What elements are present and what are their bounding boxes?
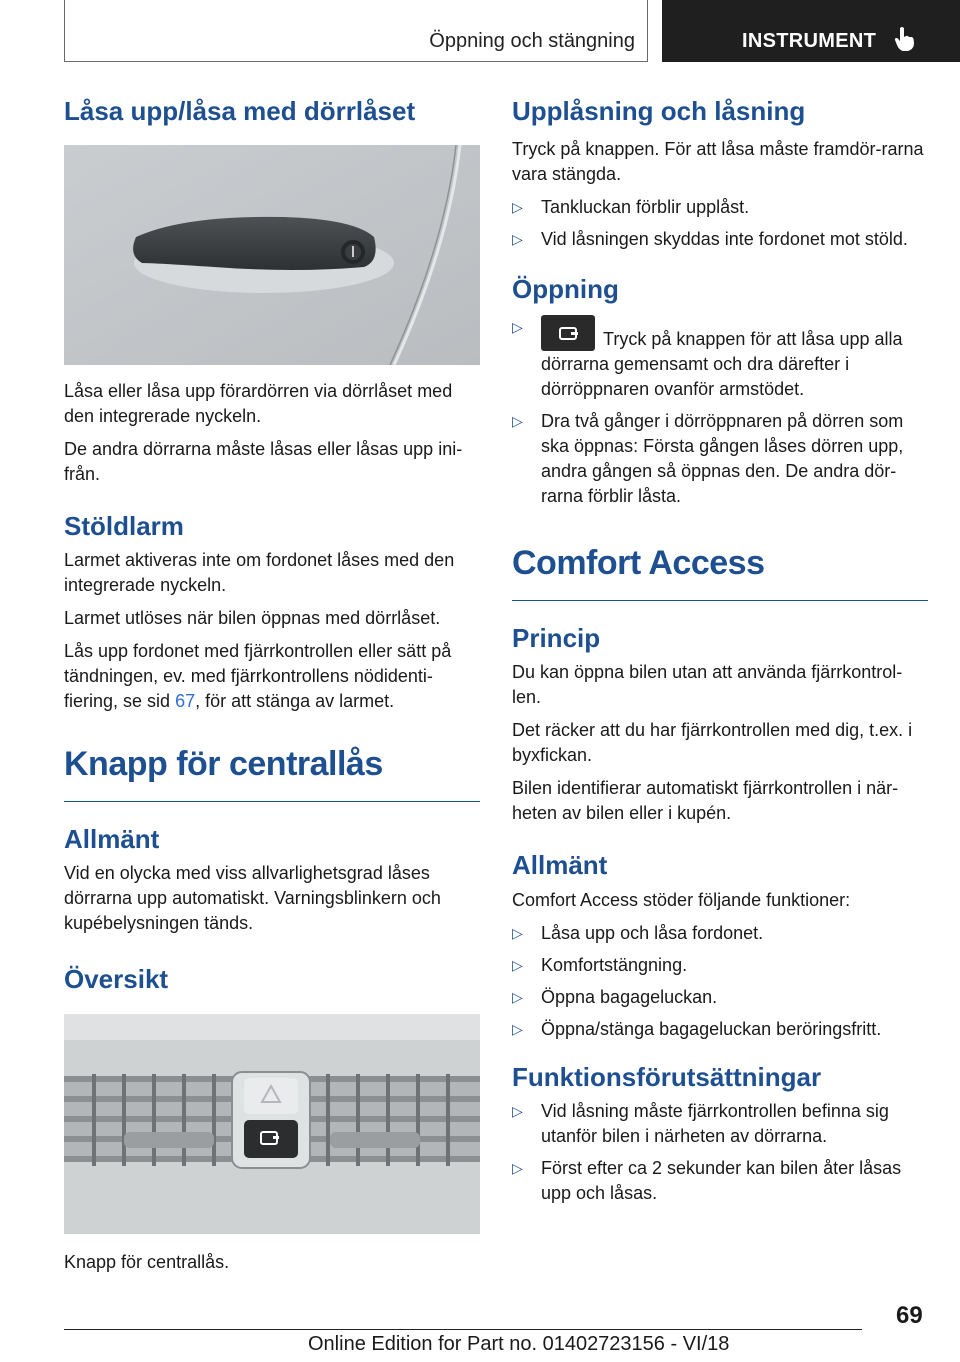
door-lock-paragraph-1: Låsa eller låsa upp förardörren via dörrlåset med den integrerade nyckeln. — [64, 381, 453, 427]
page-number: 69 — [896, 1302, 923, 1329]
header-section-box — [64, 0, 648, 62]
left-column — [64, 96, 480, 1283]
section-title-requirements: Funktionsförutsättningar — [512, 1061, 822, 1092]
list-item: ▷ Tryck på knappen för att låsa upp alla dörrarna gemensamt och dra därefter i dörröppnaren ovanför armstödet. — [512, 315, 928, 402]
unlock-paragraph: Tryck på knappen. För att låsa måste framdör‐rarna vara stängda. — [512, 139, 924, 185]
bullet-triangle-icon: ▷ — [512, 1102, 523, 1119]
section-title-general: Allmänt — [512, 850, 608, 881]
bullet-triangle-icon: ▷ — [512, 231, 523, 248]
list-item: ▷ Vid låsning måste fjärrkontrollen befinna sig utanför bilen i närheten av dörrarna. — [512, 1100, 889, 1146]
alarm-paragraph-2: Larmet utlöses när bilen öppnas med dörrlåset. — [64, 608, 441, 629]
central-lock-button-figure — [64, 1014, 480, 1234]
section-title-general: Allmänt — [64, 824, 160, 855]
list-item: ▷ Öppna/stänga bagageluckan beröringsfritt. — [512, 1017, 928, 1042]
header-section-title: Öppning och stängning — [429, 30, 635, 52]
list-item: ▷ Komfortstängning. — [512, 953, 928, 978]
bullet-triangle-icon: ▷ — [512, 1020, 523, 1037]
bullet-triangle-icon: ▷ — [512, 319, 523, 336]
requirements-bullets — [512, 1099, 928, 1206]
bullet-triangle-icon: ▷ — [512, 924, 523, 941]
list-item: ▷ Dra två gånger i dörröppnaren på dörren som ska öppnas: Första gången låses dörren upp, andra gången så öppnas den. De andra dör‐rarna förblir låsta. — [512, 411, 904, 507]
bullet-triangle-icon: ▷ — [512, 956, 523, 973]
general-paragraph: Vid en olycka med viss allvarlighetsgrad låses dörrarna upp automatiskt. Varningsblinkern och kupébelysningen tänds. — [64, 863, 441, 934]
bullet-triangle-icon: ▷ — [512, 988, 523, 1005]
bullet-triangle-icon: ▷ — [512, 413, 523, 430]
alarm-paragraph-1: Larmet aktiveras inte om fordonet låses med den integrerade nyckeln. — [64, 550, 455, 596]
right-column — [512, 96, 928, 1214]
bullet-triangle-icon: ▷ — [512, 199, 523, 216]
list-item: ▷ Öppna bagageluckan. — [512, 985, 928, 1010]
footer-edition-text: Online Edition for Part no. 01402723156 - VI/18 — [308, 1333, 730, 1355]
unlock-bullets — [512, 195, 928, 252]
chapter-title-comfort-access: Comfort Access — [512, 544, 765, 583]
page-link[interactable]: 67 — [175, 691, 196, 712]
list-item: ▷ Tankluckan förblir upplåst. — [512, 195, 928, 220]
hand-pointer-icon — [894, 26, 916, 52]
alarm-paragraph-3: Lås upp fordonet med fjärrkontrollen eller sätt på tändningen, ev. med fjärrkontrollens nödidenti‐fiering, se sid 67, för att stänga av larmet. — [64, 641, 452, 712]
section-title-overview: Översikt — [64, 964, 169, 995]
section-title-opening: Öppning — [512, 274, 619, 305]
chapter-title-central-lock: Knapp för centrallås — [64, 745, 383, 784]
principle-paragraph-2: Det räcker att du har fjärrkontrollen med dig, t.ex. i byxfickan. — [512, 720, 913, 766]
chapter-rule — [512, 600, 928, 601]
opening-bullets — [512, 315, 928, 509]
header-chapter-tab[interactable] — [662, 0, 960, 62]
list-item: ▷ Först efter ca 2 sekunder kan bilen åter låsas upp och låsas. — [512, 1157, 902, 1203]
principle-paragraph-3: Bilen identifierar automatiskt fjärrkontrollen i när‐heten av bilen eller i kupén. — [512, 778, 899, 824]
list-item: ▷ Låsa upp och låsa fordonet. — [512, 921, 928, 946]
header-chapter-title: INSTRUMENT — [742, 30, 877, 52]
figure-caption: Knapp för centrallås. — [64, 1251, 230, 1272]
functions-bullets — [512, 921, 928, 1042]
bullet-triangle-icon: ▷ — [512, 1159, 523, 1176]
section-title-unlock-lock: Upplåsning och låsning — [512, 96, 806, 126]
list-item: ▷ Vid låsningen skyddas inte fordonet mot stöld. — [512, 227, 928, 252]
section-title-door-lock: Låsa upp/låsa med dörrlåset — [64, 96, 416, 126]
door-handle-figure — [64, 145, 480, 365]
section-title-theft-alarm: Stöldlarm — [64, 511, 184, 542]
section-title-principle: Princip — [512, 623, 601, 654]
chapter-rule — [64, 801, 480, 802]
comfort-general-paragraph: Comfort Access stöder följande funktioner: — [512, 889, 851, 910]
door-lock-paragraph-2: De andra dörrarna måste låsas eller låsas upp ini‐från. — [64, 439, 463, 485]
principle-paragraph-1: Du kan öppna bilen utan att använda fjärrkontrol‐len. — [512, 662, 903, 708]
central-lock-button-icon — [541, 315, 595, 351]
footer-rule — [64, 1329, 862, 1330]
